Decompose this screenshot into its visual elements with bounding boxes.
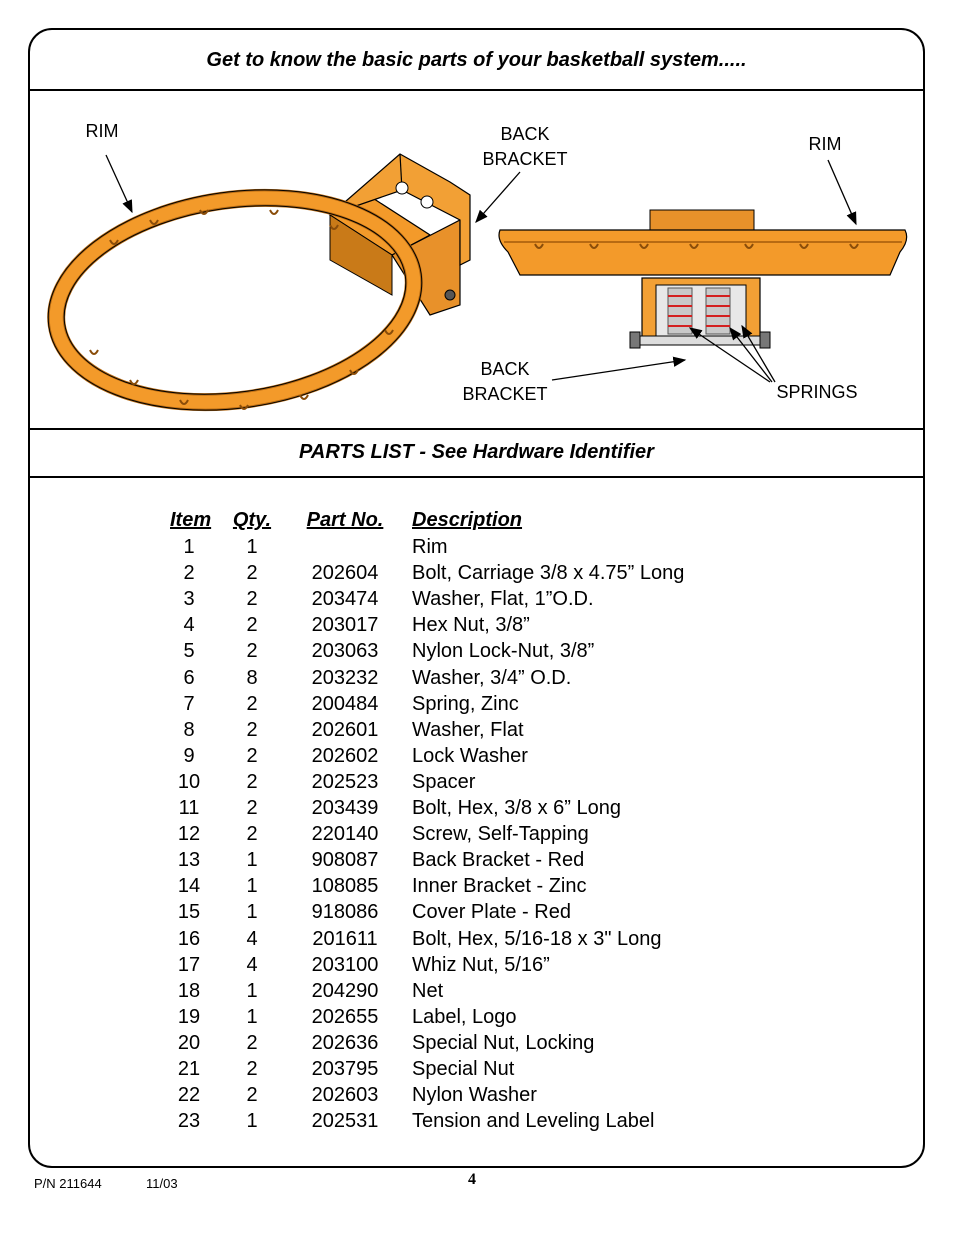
item-number: 16: [177, 927, 201, 950]
footer-date: 11/03: [146, 1176, 178, 1191]
item-qty: 4: [246, 953, 258, 976]
item-qty: 2: [246, 1031, 258, 1054]
item-part-no: 201611: [312, 927, 378, 950]
item-description: Nylon Lock-Nut, 3/8”: [412, 640, 595, 663]
item-description: Washer, Flat: [412, 718, 524, 741]
item-number: 10: [177, 770, 201, 793]
item-part-no: 908087: [311, 849, 379, 872]
item-qty: 2: [246, 1058, 258, 1080]
item-part-no: 203017: [311, 614, 379, 637]
item-qty: 1: [246, 1005, 258, 1028]
item-part-no: 203100: [311, 953, 379, 976]
item-description: Bolt, Hex, 5/16-18 x 3" Long: [412, 927, 662, 950]
rim-perspective: [34, 154, 470, 430]
item-part-no: 202601: [311, 718, 379, 741]
page-frame: [28, 28, 925, 1168]
back-bracket-label-top-line2: BRACKET: [482, 149, 568, 169]
item-qty: 1: [246, 979, 258, 1002]
item-qty: 2: [246, 1084, 258, 1107]
column-header-item: Item: [170, 509, 212, 531]
back-bracket-label-bottom-line1: BACK: [480, 359, 530, 379]
item-number: 13: [177, 849, 201, 872]
rim-front-view: [499, 210, 907, 348]
springs-label: SPRINGS: [776, 382, 858, 402]
item-description: Washer, 3/4” O.D.: [412, 666, 572, 689]
item-number: 4: [183, 614, 195, 637]
item-description: Washer, Flat, 1”O.D.: [412, 588, 594, 611]
item-number: 20: [177, 1031, 201, 1054]
item-description: Net: [412, 979, 444, 1002]
item-part-no: 203063: [311, 640, 379, 663]
item-qty: 2: [246, 744, 258, 767]
item-number: 17: [177, 953, 201, 976]
item-qty: 2: [246, 562, 258, 585]
item-qty: 1: [246, 875, 258, 898]
item-qty: 2: [246, 770, 258, 793]
item-description: Nylon Washer: [412, 1084, 537, 1107]
item-part-no: 202603: [311, 1084, 379, 1107]
item-part-no: 202523: [311, 770, 379, 793]
item-description: Rim: [412, 536, 448, 558]
item-part-no: 203232: [311, 666, 379, 689]
item-part-no: 202531: [311, 1110, 379, 1133]
item-qty: 2: [246, 823, 258, 846]
rim-label-right: RIM: [808, 134, 842, 154]
item-qty: 1: [246, 901, 258, 924]
item-part-no: 202655: [311, 1005, 379, 1028]
item-description: Label, Logo: [412, 1005, 517, 1028]
item-qty: 2: [246, 640, 258, 663]
item-qty: 2: [246, 797, 258, 819]
item-description: Bolt, Carriage 3/8 x 4.75” Long: [412, 562, 685, 585]
column-header-part-no: Part No.: [306, 509, 384, 531]
item-part-no: 202602: [311, 744, 379, 767]
item-part-no: 220140: [311, 823, 379, 846]
column-header-qty: Qty.: [232, 509, 272, 531]
item-number: 8: [183, 718, 195, 741]
item-part-no: 200484: [311, 692, 379, 715]
item-description: Whiz Nut, 5/16”: [412, 953, 550, 976]
item-part-no: 202636: [311, 1031, 379, 1054]
item-number: 21: [177, 1058, 201, 1080]
item-qty: 8: [246, 666, 258, 689]
parts-list-title: PARTS LIST - See Hardware Identifier: [30, 428, 923, 478]
item-number: 7: [183, 692, 195, 715]
item-number: 6: [183, 666, 195, 689]
item-qty: 1: [246, 536, 258, 558]
item-qty: 2: [246, 614, 258, 637]
back-bracket-label-top-line1: BACK: [500, 124, 550, 144]
item-description: Special Nut, Locking: [412, 1031, 595, 1054]
item-part-no: 203474: [311, 588, 379, 611]
item-description: Back Bracket - Red: [412, 849, 585, 872]
item-qty: 2: [246, 692, 258, 715]
item-qty: 2: [246, 718, 258, 741]
item-number: 15: [177, 901, 201, 924]
item-number: 11: [178, 797, 200, 819]
item-description: Lock Washer: [412, 744, 528, 767]
item-part-no: 203795: [311, 1058, 379, 1080]
item-part-no: 108085: [311, 875, 379, 898]
item-number: 14: [177, 875, 201, 898]
item-number: 18: [177, 979, 201, 1002]
item-number: 9: [183, 744, 195, 767]
item-number: 19: [177, 1005, 201, 1028]
back-bracket-label-top: [465, 122, 585, 172]
item-description: Spacer: [412, 770, 476, 793]
item-description: Hex Nut, 3/8”: [412, 614, 530, 637]
item-part-no: 203439: [311, 797, 379, 819]
item-part-no: 918086: [311, 901, 379, 924]
item-number: 22: [177, 1084, 201, 1107]
rim-label-left: RIM: [85, 121, 119, 141]
item-number: 3: [183, 588, 195, 611]
item-description: Cover Plate - Red: [412, 901, 571, 924]
back-bracket-label-bottom-line2: BRACKET: [462, 384, 548, 404]
item-qty: 2: [246, 588, 258, 611]
item-number: 23: [177, 1110, 201, 1133]
page-title: Get to know the basic parts of your basketball system.....: [30, 30, 923, 91]
item-description: Bolt, Hex, 3/8 x 6” Long: [412, 797, 622, 819]
item-qty: 4: [246, 927, 258, 950]
item-qty: 1: [246, 1110, 258, 1133]
back-bracket-label-bottom: [445, 357, 565, 407]
item-part-no: 204290: [311, 979, 379, 1002]
item-description: Inner Bracket - Zinc: [412, 875, 587, 898]
item-description: Screw, Self-Tapping: [412, 823, 589, 846]
item-qty: 1: [246, 849, 258, 872]
item-number: 5: [183, 640, 195, 663]
item-part-no: 202604: [311, 562, 379, 585]
item-number: 2: [183, 562, 195, 585]
item-description: Tension and Leveling Label: [412, 1110, 655, 1133]
column-header-description: Description: [412, 509, 523, 531]
item-number: 1: [183, 536, 195, 558]
item-description: Special Nut: [412, 1058, 515, 1080]
item-number: 12: [177, 823, 201, 846]
footer-part-number: P/N 211644: [34, 1176, 102, 1191]
item-description: Spring, Zinc: [412, 692, 519, 715]
page-number: 4: [468, 1171, 476, 1188]
